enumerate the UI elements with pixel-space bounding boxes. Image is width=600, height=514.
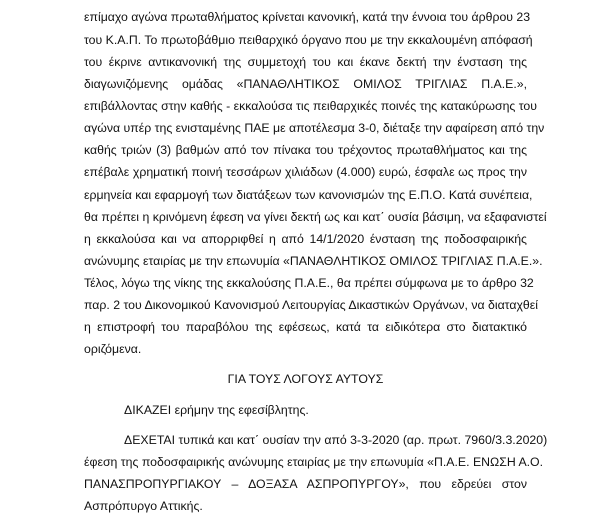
paragraph-line: θα πρέπει η κρινόμενη έφεση να γίνει δεκτή ως και κατ΄ ουσία βάσιμη, να εξαφανιστεί [84,210,547,224]
dechetai-line: έφεση της ποδοσφαιρικής ανώνυμης εταιρίας με την επωνυμία «Π.Α.Ε. ΕΝΩΣΗ Α.Ο. [84,455,544,469]
paragraph-line: Τέλος, λόγω της νίκης της εκκαλούσης Π.Α.Ε., θα πρέπει σύμφωνα με το άρθρο 32 [84,276,534,290]
paragraph-line: η επιστροφή του παραβόλου της εφέσεως, κατά τα ειδικότερα στο διατακτικό [84,320,527,334]
dechetai-line: Ασπρόπυργο Αττικής. [84,499,203,513]
paragraph-line: ανώνυμης εταιρίας με την επωνυμία «ΠΑΝΑΘΛΗΤΙΚΟΣ ΟΜΙΛΟΣ ΤΡΙΓΛΙΑΣ Π.Α.Ε.». [84,254,543,268]
paragraph-line: οριζόμενα. [84,342,142,356]
paragraph-line: διαγωνιζόμενης ομάδας «ΠΑΝΑΘΛΗΤΙΚΟΣ ΟΜΙΛΟΣ ΤΡΙΓΛΙΑΣ Π.Α.Ε.», [84,77,527,91]
paragraph-line: καθής τριών (3) βαθμών από τον πίνακα του τρέχοντος πρωταθλήματος και της [84,143,527,157]
paragraph-line: του Κ.Α.Π. Το πρωτοβάθμιο πειθαρχικό όργανο που με την εκκαλουμένη απόφασή [84,33,533,47]
paragraph-line: του έκρινε αντικανονική της συμμετοχή του και έκανε δεκτή την ένσταση της [84,55,527,69]
section-heading: ΓΙΑ ΤΟΥΣ ΛΟΓΟΥΣ ΑΥΤΟΥΣ [227,372,384,386]
paragraph-line: επίμαχο αγώνα πρωταθλήματος κρίνεται κανονική, κατά την έννοια του άρθρου 23 [84,10,531,24]
cut-off-line [84,0,527,5]
paragraph-line: η εκκαλούσα και να απορριφθεί η από 14/1/2020 ένσταση της ποδοσφαιρικής [84,232,527,246]
paragraph-line: ερμηνεία και εφαρμογή των διατάξεων των κανονισμών της Ε.Π.Ο. Κατά συνέπεια, [84,188,533,202]
dechetai-line: ΠΑΝΑΣΠΡΟΠΥΡΓΙΑΚΟΥ – ΔΟΞΑΣΑ ΑΣΠΡΟΠΥΡΓΟΥ», που εδρεύει στον [84,477,527,491]
paragraph-line: επιβάλλοντας στην καθής - εκκαλούσα τις πειθαρχικές ποινές της κατακύρωσης του [84,99,537,113]
dikazei-line: ΔΙΚΑΖΕΙ ερήμην της εφεσίβλητης. [124,403,309,417]
paragraph-line: αγώνα υπέρ της ενισταμένης ΠΑΕ με αποτέλεσμα 3-0, διέταξε την αφαίρεση από την [84,121,545,135]
paragraph-line: παρ. 2 του Δικονομικού Κανονισμού Λειτουργίας Δικαστικών Οργάνων, να διαταχθεί [84,298,538,312]
paragraph-line: επέβαλε χρηματική ποινή τεσσάρων χιλιάδων (4.000) ευρώ, έσφαλε ως προς την [84,165,527,179]
dechetai-line: ΔΕΧΕΤΑΙ τυπικά και κατ΄ ουσίαν την από 3-3-2020 (αρ. πρωτ. 7960/3.3.2020) [124,433,548,447]
